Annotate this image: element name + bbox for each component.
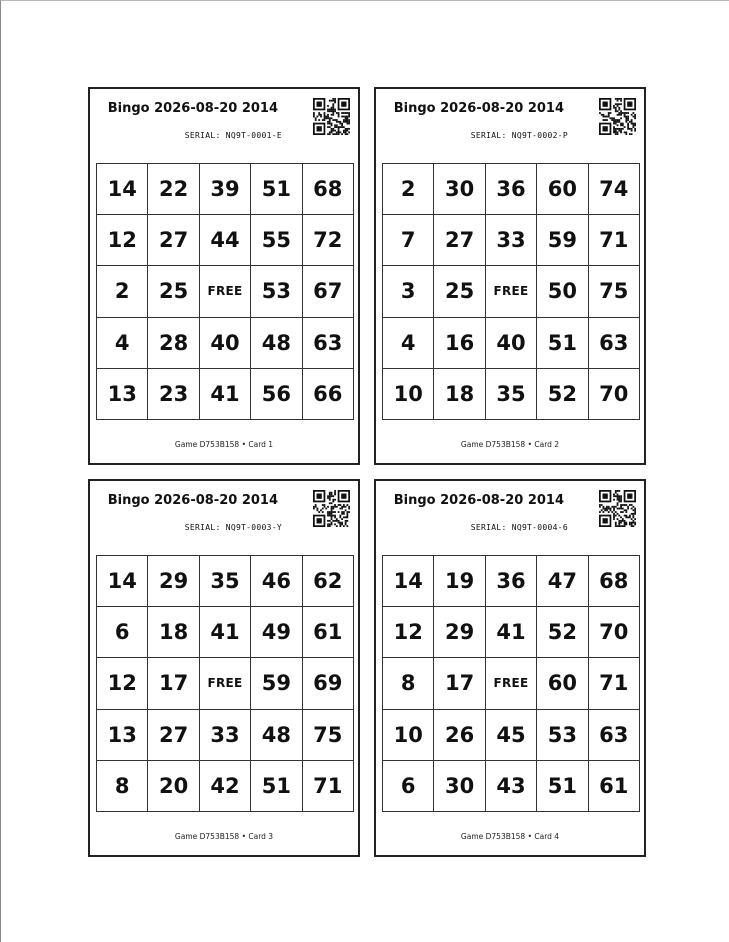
card-serial: SERIAL: NQ9T-0001-E [184, 131, 282, 140]
grid-row [97, 709, 354, 760]
number-cell: 12 [97, 658, 148, 709]
number-cell: 12 [97, 215, 148, 266]
bingo-grid [382, 555, 640, 812]
grid-row [383, 164, 640, 215]
number-cell: 72 [302, 215, 353, 266]
grid-row [97, 556, 354, 607]
grid-row [97, 658, 354, 709]
number-cell: 49 [251, 607, 302, 658]
number-cell: 27 [434, 215, 485, 266]
number-cell: 2 [97, 266, 148, 317]
card-title: Bingo 2026-08-20 2014 [107, 101, 278, 116]
card-serial: SERIAL: NQ9T-0004-6 [470, 523, 568, 532]
number-cell: 55 [251, 215, 302, 266]
number-cell: 50 [537, 266, 588, 317]
number-cell: 48 [251, 709, 302, 760]
number-cell: 59 [251, 658, 302, 709]
number-cell: 23 [148, 368, 199, 419]
card-footer: Game D753B158 • Card 2 [460, 440, 560, 449]
number-cell: 51 [537, 317, 588, 368]
number-cell: 53 [251, 266, 302, 317]
number-cell: 62 [302, 556, 353, 607]
number-cell: 70 [588, 607, 639, 658]
number-cell: 40 [199, 317, 250, 368]
number-cell: 7 [383, 215, 434, 266]
grid-row [97, 317, 354, 368]
grid-row [383, 215, 640, 266]
number-cell: 22 [148, 164, 199, 215]
grid-row [97, 215, 354, 266]
number-cell: 46 [251, 556, 302, 607]
number-cell: 39 [199, 164, 250, 215]
number-cell: 74 [588, 164, 639, 215]
number-cell: 6 [97, 607, 148, 658]
free-space: FREE [485, 658, 536, 709]
bingo-card-1 [88, 87, 360, 465]
number-cell: 45 [485, 709, 536, 760]
number-cell: 14 [97, 164, 148, 215]
number-cell: 42 [199, 760, 250, 811]
number-cell: 53 [537, 709, 588, 760]
number-cell: 75 [588, 266, 639, 317]
number-cell: 52 [537, 368, 588, 419]
number-cell: 71 [588, 215, 639, 266]
grid-row [383, 607, 640, 658]
card-title: Bingo 2026-08-20 2014 [393, 493, 564, 508]
number-cell: 28 [148, 317, 199, 368]
number-cell: 41 [485, 607, 536, 658]
number-cell: 13 [97, 368, 148, 419]
number-cell: 41 [199, 368, 250, 419]
number-cell: 69 [302, 658, 353, 709]
grid-row [97, 760, 354, 811]
number-cell: 47 [537, 556, 588, 607]
number-cell: 63 [588, 317, 639, 368]
number-cell: 56 [251, 368, 302, 419]
card-footer: Game D753B158 • Card 3 [174, 832, 274, 841]
number-cell: 3 [383, 266, 434, 317]
number-cell: 33 [485, 215, 536, 266]
number-cell: 12 [383, 607, 434, 658]
number-cell: 20 [148, 760, 199, 811]
grid-row [97, 368, 354, 419]
number-cell: 60 [537, 164, 588, 215]
grid-row [97, 164, 354, 215]
free-space: FREE [199, 266, 250, 317]
qr-code-icon [599, 490, 636, 527]
number-cell: 35 [485, 368, 536, 419]
card-title: Bingo 2026-08-20 2014 [393, 101, 564, 116]
number-cell: 44 [199, 215, 250, 266]
bingo-card-2 [374, 87, 646, 465]
number-cell: 52 [537, 607, 588, 658]
grid-row [383, 368, 640, 419]
grid-row [383, 317, 640, 368]
number-cell: 71 [302, 760, 353, 811]
number-cell: 14 [97, 556, 148, 607]
number-cell: 51 [251, 760, 302, 811]
number-cell: 4 [97, 317, 148, 368]
number-cell: 63 [302, 317, 353, 368]
grid-row [383, 709, 640, 760]
number-cell: 4 [383, 317, 434, 368]
bingo-card-4 [374, 479, 646, 857]
number-cell: 63 [588, 709, 639, 760]
number-cell: 61 [302, 607, 353, 658]
number-cell: 27 [148, 709, 199, 760]
qr-code-icon [313, 98, 350, 135]
number-cell: 10 [383, 368, 434, 419]
bingo-grid [96, 163, 354, 420]
grid-row [383, 556, 640, 607]
number-cell: 35 [199, 556, 250, 607]
number-cell: 29 [148, 556, 199, 607]
number-cell: 29 [434, 607, 485, 658]
number-cell: 51 [537, 760, 588, 811]
number-cell: 66 [302, 368, 353, 419]
number-cell: 14 [383, 556, 434, 607]
number-cell: 33 [199, 709, 250, 760]
number-cell: 10 [383, 709, 434, 760]
card-serial: SERIAL: NQ9T-0002-P [470, 131, 568, 140]
grid-row [97, 607, 354, 658]
number-cell: 6 [383, 760, 434, 811]
number-cell: 68 [302, 164, 353, 215]
number-cell: 41 [199, 607, 250, 658]
number-cell: 19 [434, 556, 485, 607]
number-cell: 68 [588, 556, 639, 607]
number-cell: 36 [485, 556, 536, 607]
number-cell: 27 [148, 215, 199, 266]
number-cell: 71 [588, 658, 639, 709]
qr-code-icon [599, 98, 636, 135]
number-cell: 8 [97, 760, 148, 811]
number-cell: 25 [434, 266, 485, 317]
number-cell: 17 [148, 658, 199, 709]
card-title: Bingo 2026-08-20 2014 [107, 493, 278, 508]
number-cell: 8 [383, 658, 434, 709]
number-cell: 18 [434, 368, 485, 419]
number-cell: 17 [434, 658, 485, 709]
number-cell: 18 [148, 607, 199, 658]
card-footer: Game D753B158 • Card 4 [460, 832, 560, 841]
number-cell: 2 [383, 164, 434, 215]
free-space: FREE [485, 266, 536, 317]
grid-row [383, 760, 640, 811]
grid-row [383, 266, 640, 317]
qr-code-icon [313, 490, 350, 527]
number-cell: 70 [588, 368, 639, 419]
number-cell: 26 [434, 709, 485, 760]
number-cell: 51 [251, 164, 302, 215]
grid-row [97, 266, 354, 317]
number-cell: 25 [148, 266, 199, 317]
number-cell: 48 [251, 317, 302, 368]
free-space: FREE [199, 658, 250, 709]
grid-row [383, 658, 640, 709]
number-cell: 67 [302, 266, 353, 317]
number-cell: 60 [537, 658, 588, 709]
card-serial: SERIAL: NQ9T-0003-Y [184, 523, 282, 532]
number-cell: 43 [485, 760, 536, 811]
number-cell: 30 [434, 164, 485, 215]
bingo-card-3 [88, 479, 360, 857]
bingo-grid [382, 163, 640, 420]
number-cell: 16 [434, 317, 485, 368]
number-cell: 40 [485, 317, 536, 368]
number-cell: 59 [537, 215, 588, 266]
number-cell: 75 [302, 709, 353, 760]
card-footer: Game D753B158 • Card 1 [174, 440, 274, 449]
bingo-grid [96, 555, 354, 812]
number-cell: 61 [588, 760, 639, 811]
number-cell: 36 [485, 164, 536, 215]
number-cell: 13 [97, 709, 148, 760]
number-cell: 30 [434, 760, 485, 811]
